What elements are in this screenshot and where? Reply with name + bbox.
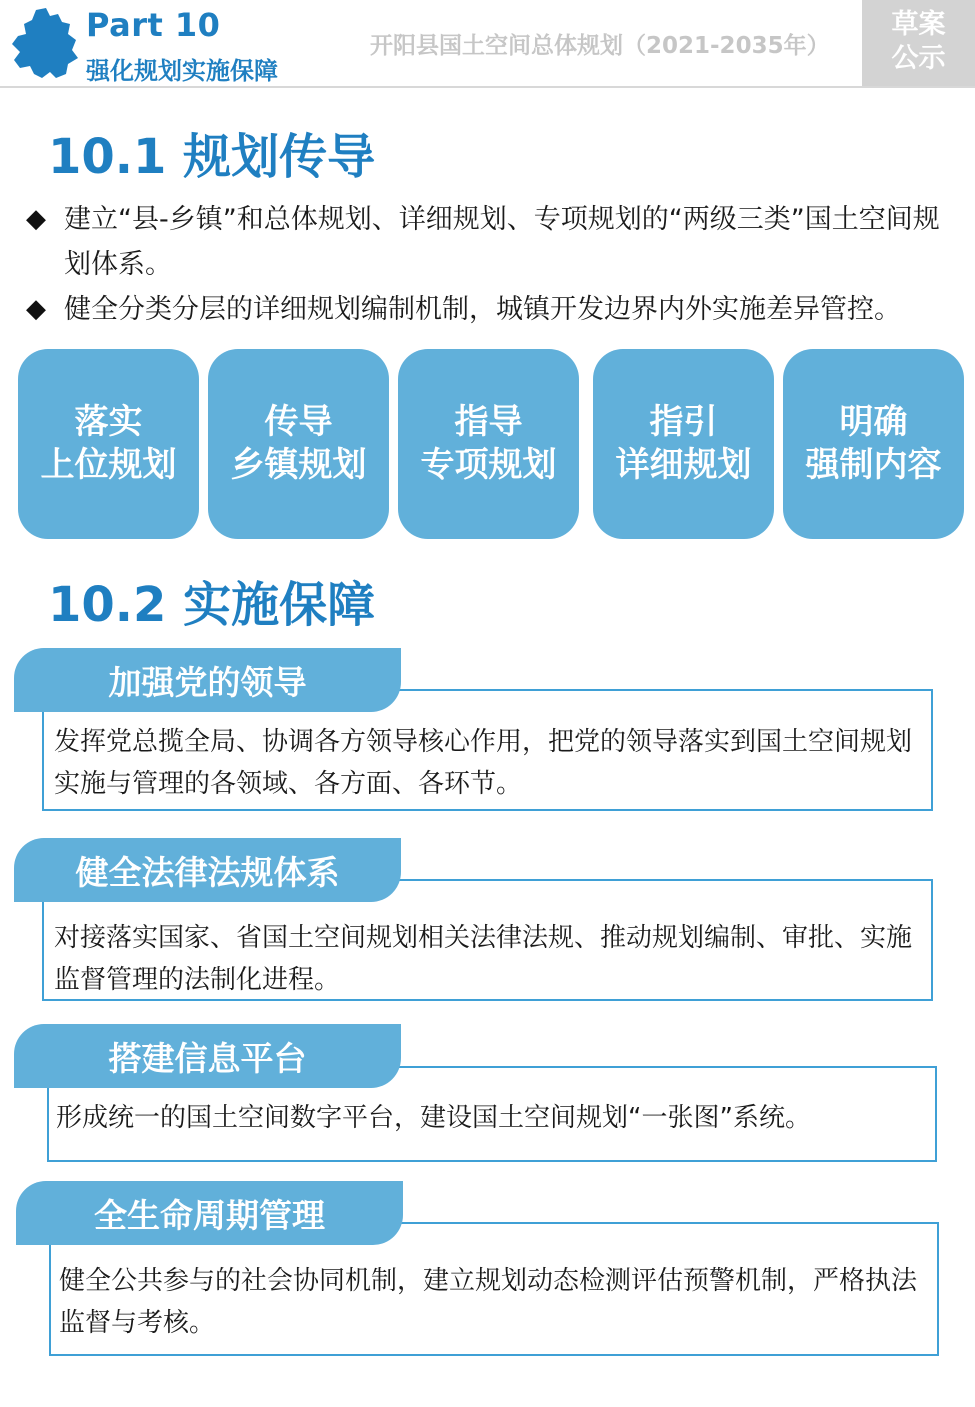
pill-line2: 详细规划: [615, 445, 752, 485]
header-divider: [0, 86, 975, 88]
card-heading-party-leadership: 加强党的领导: [14, 648, 401, 712]
bullet-item: [26, 197, 956, 287]
pill-line2: 强制内容: [805, 445, 942, 485]
section-title-planning-transmission: 10.1 规划传导: [48, 129, 376, 185]
draft-badge-line1: 草案: [891, 9, 946, 40]
diamond-bullet-icon: ◆: [26, 204, 46, 234]
pill-implement-upper-plan: [18, 349, 199, 539]
card-text-legal-system: 对接落实国家、省国土空间规划相关法律法规、推动规划编制、审批、实施监督管理的法制化进程。: [54, 923, 913, 995]
county-map-icon: [6, 4, 86, 84]
bullet-text: 建立“县-乡镇”和总体规划、详细规划、专项规划的“两级三类”国土空间规划体系。: [64, 204, 940, 280]
card-heading-information-platform: 搭建信息平台: [14, 1024, 401, 1088]
card-heading-legal-system: 健全法律法规体系: [14, 838, 401, 902]
pill-line1: 落实: [74, 402, 143, 442]
diamond-bullet-icon: ◆: [26, 294, 46, 324]
pill-line1: 指引: [649, 402, 718, 442]
pill-line2: 专项规划: [420, 445, 557, 485]
card-text-lifecycle-management: 健全公共参与的社会协同机制，建立规划动态检测评估预警机制，严格执法监督与考核。: [59, 1266, 918, 1338]
pill-line2: 乡镇规划: [230, 445, 367, 485]
pill-define-mandatory-content: [783, 349, 964, 539]
section-title-implementation-guarantee: 10.2 实施保障: [48, 577, 376, 633]
card-text-party-leadership: 发挥党总揽全局、协调各方领导核心作用，把党的领导落实到国土空间规划实施与管理的各领域、各方面、各环节。: [54, 727, 913, 799]
document-title: 开阳县国土空间总体规划（2021-2035年）: [370, 33, 830, 59]
pill-line1: 指导: [454, 402, 523, 442]
part-title: Part 10: [86, 6, 221, 44]
card-text-information-platform: 形成统一的国土空间数字平台，建设国土空间规划“一张图”系统。: [56, 1103, 811, 1133]
card-heading-lifecycle-management: 全生命周期管理: [16, 1181, 403, 1245]
pill-transmit-township-plan: [208, 349, 389, 539]
pill-line1: 传导: [264, 402, 333, 442]
pill-direct-detailed-plan: [593, 349, 774, 539]
pill-line2: 上位规划: [40, 445, 177, 485]
bullet-text: 健全分类分层的详细规划编制机制，城镇开发边界内外实施差异管控。: [64, 294, 901, 325]
page-header: [0, 0, 975, 88]
draft-badge-line2: 公示: [891, 43, 946, 74]
draft-badge: [862, 0, 975, 86]
bullet-item: [26, 287, 956, 332]
pill-line1: 明确: [839, 402, 908, 442]
pill-guide-special-plan: [398, 349, 579, 539]
part-subtitle: 强化规划实施保障: [86, 57, 278, 85]
